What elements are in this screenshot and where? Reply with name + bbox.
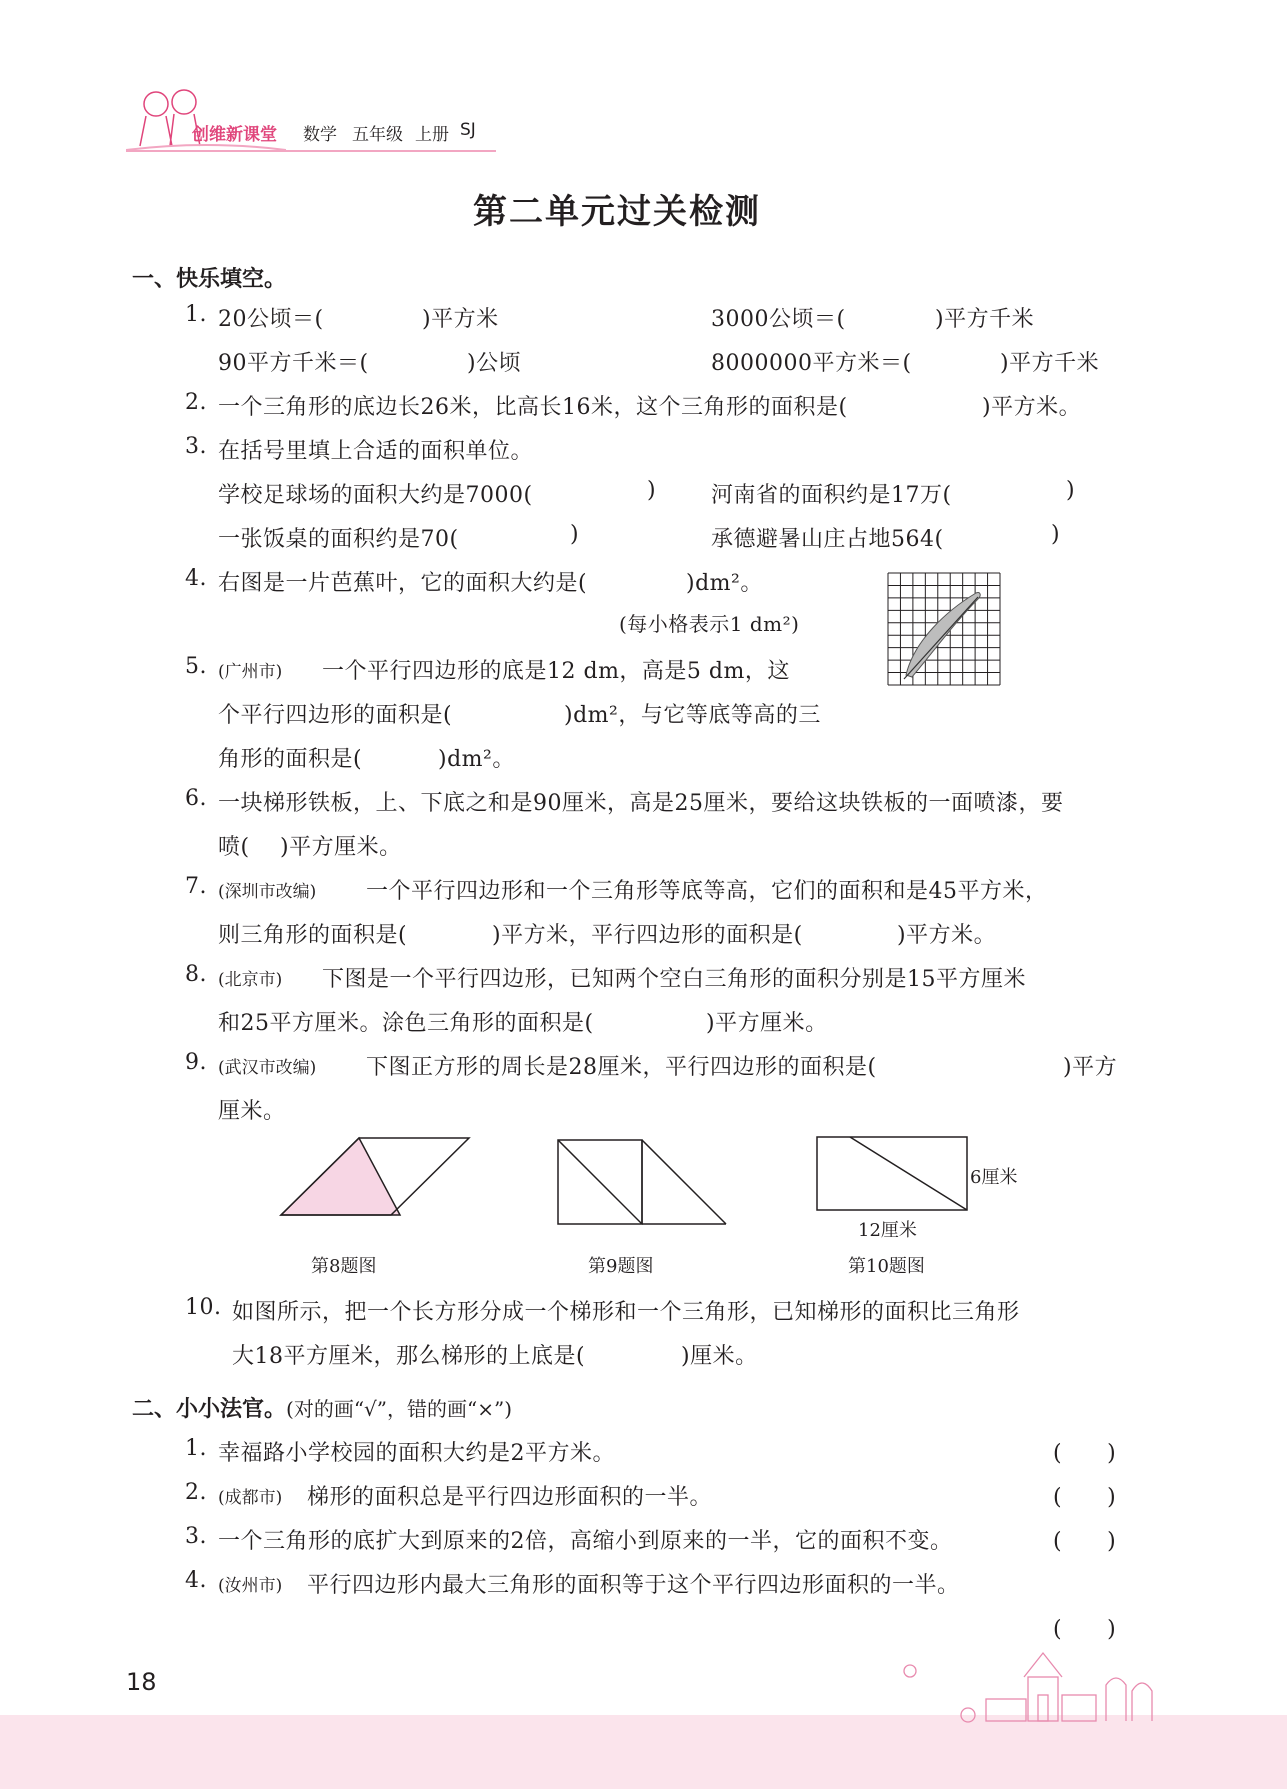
q5-line2a: 个平行四边形的面积是( — [218, 703, 453, 728]
section-2-title: 二、小小法官。 — [132, 1397, 287, 1422]
figure-10-caption: 第10题图 — [848, 1256, 925, 1277]
subject: 数学 — [303, 125, 337, 145]
question-number: 4. — [185, 566, 207, 591]
question-number: 4. — [185, 1568, 207, 1593]
figure-9-caption: 第9题图 — [588, 1256, 654, 1277]
question-number: 8. — [185, 962, 207, 987]
question-number: 2. — [185, 1480, 207, 1505]
footer-band — [0, 1715, 1287, 1789]
question-number: 3. — [185, 1524, 207, 1549]
q7-line2a: 则三角形的面积是( — [218, 923, 408, 948]
q3-a-tail: ) — [647, 478, 657, 503]
question-number: 5. — [185, 654, 207, 679]
figure-8-caption: 第8题图 — [311, 1256, 377, 1277]
q7-line2b: )平方米，平行四边形的面积是( — [492, 923, 803, 948]
question-number: 2. — [185, 390, 207, 415]
source-tag: (成都市) — [218, 1488, 283, 1508]
source-tag: (广州市) — [218, 662, 283, 682]
question-number: 9. — [185, 1050, 207, 1075]
source-tag: (武汉市改编) — [218, 1058, 317, 1078]
q9-line2: 厘米。 — [218, 1099, 286, 1124]
figure-10-rectangle — [817, 1137, 967, 1210]
q3-b: 河南省的面积约是17万( — [711, 483, 952, 508]
q3-d: 承德避暑山庄占地564( — [711, 527, 944, 552]
page-number: 18 — [126, 1668, 157, 1696]
shaded-triangle — [281, 1138, 400, 1215]
header-underline — [126, 148, 496, 154]
question-number: 1. — [185, 302, 207, 327]
q7-line2c: )平方米。 — [897, 923, 997, 948]
answer-bracket[interactable]: ( ) — [1053, 1441, 1117, 1466]
q2-text: 一个三角形的底边长26米，比高长16米，这个三角形的面积是( — [218, 395, 848, 420]
page-title: 第二单元过关检测 — [473, 192, 761, 232]
q8-line1: 下图是一个平行四边形，已知两个空白三角形的面积分别是15平方厘米 — [322, 967, 1026, 992]
source-tag: (汝州市) — [218, 1576, 283, 1596]
figure-8-parallelogram — [281, 1138, 469, 1215]
q10-line2b: )厘米。 — [681, 1344, 758, 1369]
question-number: 10. — [185, 1295, 222, 1320]
q6-line2a: 喷( — [218, 835, 250, 860]
grade: 五年级 — [352, 125, 403, 145]
q5-line2b: )dm²，与它等底等高的三 — [564, 703, 821, 728]
q3-text: 在括号里填上合适的面积单位。 — [218, 439, 534, 464]
label-12cm: 12厘米 — [858, 1220, 917, 1241]
q1-d: 8000000平方米＝( — [711, 351, 912, 376]
q10-line2a: 大18平方厘米，那么梯形的上底是( — [232, 1344, 586, 1369]
answer-bracket[interactable]: ( ) — [1053, 1529, 1117, 1554]
section-2-note: (对的画“√”，错的画“×”) — [286, 1397, 513, 1421]
q2-tail: )平方米。 — [982, 395, 1082, 420]
question-number: 7. — [185, 874, 207, 899]
q5-line1: 一个平行四边形的底是12 dm，高是5 dm，这 — [322, 659, 790, 684]
question-number: 1. — [185, 1436, 207, 1461]
q3-c: 一张饭桌的面积约是70( — [218, 527, 459, 552]
judge-text: 平行四边形内最大三角形的面积等于这个平行四边形面积的一半。 — [307, 1573, 960, 1598]
q3-c-tail: ) — [570, 522, 580, 547]
section-heading-1: 一、快乐填空。 — [132, 267, 287, 292]
q9-line1b: )平方 — [1063, 1055, 1118, 1080]
section-heading-2 — [132, 1392, 512, 1423]
q1-c: 90平方千米＝( — [218, 351, 369, 376]
brand-name: 创维新课堂 — [192, 125, 277, 145]
leaf-grid-figure — [886, 571, 1002, 687]
q1-a: 20公顷＝( — [218, 307, 324, 332]
q4-note: (每小格表示1 dm²) — [619, 612, 800, 636]
volume: 上册 — [415, 125, 449, 145]
judge-text: 幸福路小学校园的面积大约是2平方米。 — [218, 1441, 615, 1466]
castle-decoration-icon — [880, 1645, 1170, 1725]
q5-line3b: )dm²。 — [438, 747, 515, 772]
question-number: 6. — [185, 786, 207, 811]
q7-line1: 一个平行四边形和一个三角形等底等高，它们的面积和是45平方米， — [366, 879, 1048, 904]
q9-line1a: 下图正方形的周长是28厘米，平行四边形的面积是( — [366, 1055, 877, 1080]
q10-line1: 如图所示，把一个长方形分成一个梯形和一个三角形，已知梯形的面积比三角形 — [232, 1300, 1020, 1325]
q4-tail: )dm²。 — [686, 571, 763, 596]
q8-line2b: )平方厘米。 — [706, 1011, 828, 1036]
q3-a: 学校足球场的面积大约是7000( — [218, 483, 533, 508]
q1-c-tail: )公顷 — [467, 351, 522, 376]
q6-line2b: )平方厘米。 — [280, 835, 402, 860]
edition: SJ — [460, 120, 476, 140]
source-tag: (北京市) — [218, 970, 283, 990]
figures-row — [270, 1130, 1040, 1250]
figure-9-square-parallelogram — [558, 1140, 726, 1224]
q8-line2a: 和25平方厘米。涂色三角形的面积是( — [218, 1011, 594, 1036]
q1-a-tail: )平方米 — [422, 307, 499, 332]
answer-bracket[interactable]: ( ) — [1053, 1617, 1117, 1642]
q3-d-tail: ) — [1051, 522, 1061, 547]
question-number: 3. — [185, 434, 207, 459]
q3-b-tail: ) — [1066, 478, 1076, 503]
judge-text: 梯形的面积总是平行四边形面积的一半。 — [307, 1485, 713, 1510]
answer-bracket[interactable]: ( ) — [1053, 1485, 1117, 1510]
source-tag: (深圳市改编) — [218, 882, 317, 902]
q5-line3a: 角形的面积是( — [218, 747, 363, 772]
judge-text: 一个三角形的底扩大到原来的2倍，高缩小到原来的一半，它的面积不变。 — [218, 1529, 953, 1554]
q1-b-tail: )平方千米 — [935, 307, 1035, 332]
q6-line1: 一块梯形铁板，上、下底之和是90厘米，高是25厘米，要给这块铁板的一面喷漆，要 — [218, 791, 1064, 816]
q1-b: 3000公顷＝( — [711, 307, 846, 332]
label-6cm: 6厘米 — [970, 1167, 1018, 1188]
q1-d-tail: )平方千米 — [1000, 351, 1100, 376]
q4-text: 右图是一片芭蕉叶，它的面积大约是( — [218, 571, 588, 596]
